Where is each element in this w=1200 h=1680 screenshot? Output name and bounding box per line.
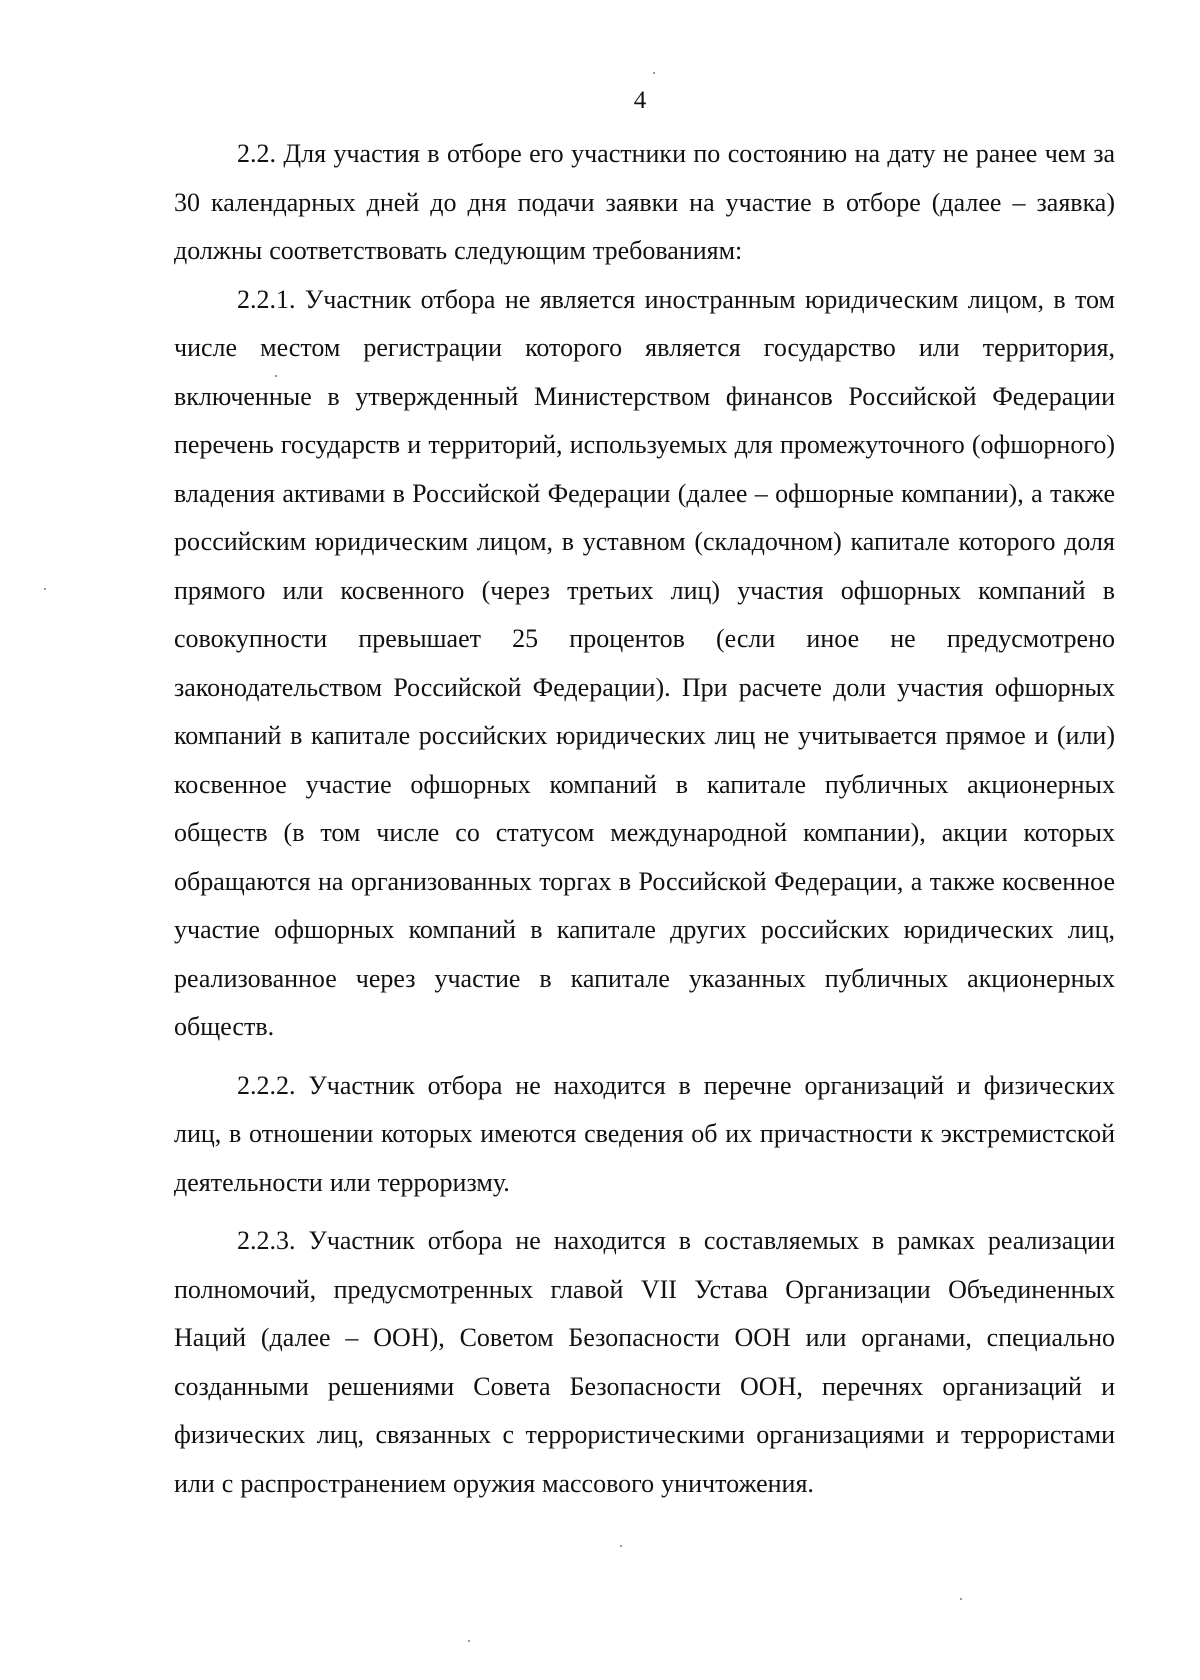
document-body xyxy=(174,130,1115,1508)
scan-speck xyxy=(620,1545,622,1547)
scan-speck xyxy=(960,1598,962,1600)
scan-speck xyxy=(44,588,46,590)
paragraph-2-2-1: 2.2.1. Участник отбора не является иностранным юридическим лицом, в том числе местом регистрации которого является государство или территория, включенные в утвержденный Министерством финансов Российской Федерации перечень государств и территорий, используемых для промежуточного (офшорного) владения активами в Российской Федерации (далее – офшорные компании), а также российским юридическим лицом, в уставном (складочном) капитале которого доля прямого или косвенного (через третьих лиц) участия офшорных компаний в совокупности превышает 25 процентов (если иное не предусмотрено законодательством Российской Федерации). При расчете доли участия офшорных компаний в капитале российских юридических лиц не учитывается прямое и (или) косвенное участие офшорных компаний в капитале публичных акционерных обществ (в том числе со статусом международной компании), акции которых обращаются на организованных торгах в Российской Федерации, а также косвенное участие офшорных компаний в капитале других российских юридических лиц, реализованное через участие в капитале указанных публичных акционерных обществ. xyxy=(174,284,1115,1041)
scan-speck xyxy=(275,375,277,377)
scan-speck xyxy=(653,72,655,74)
paragraph-2-2-3: 2.2.3. Участник отбора не находится в составляемых в рамках реализации полномочий, предусмотренных главой VII Устава Организации Объединенных Наций (далее – ООН), Советом Безопасности ООН или органами, специально созданными решениями Совета Безопасности ООН, перечнях организаций и физических лиц, связанных с террористическими организациями и террористами или с распространением оружия массового уничтожения. xyxy=(174,1226,1115,1498)
paragraph-2-2: 2.2. Для участия в отборе его участники по состоянию на дату не ранее чем за 30 календарных дней до дня подачи заявки на участие в отборе (далее – заявка) должны соответствовать следующим требованиям: xyxy=(174,139,1115,265)
page-number: 4 xyxy=(633,87,647,114)
paragraph-2-2-2: 2.2.2. Участник отбора не находится в перечне организаций и физических лиц, в отношении которых имеются сведения об их причастности к экстремистской деятельности или терроризму. xyxy=(174,1070,1115,1197)
scan-speck xyxy=(468,1640,470,1642)
